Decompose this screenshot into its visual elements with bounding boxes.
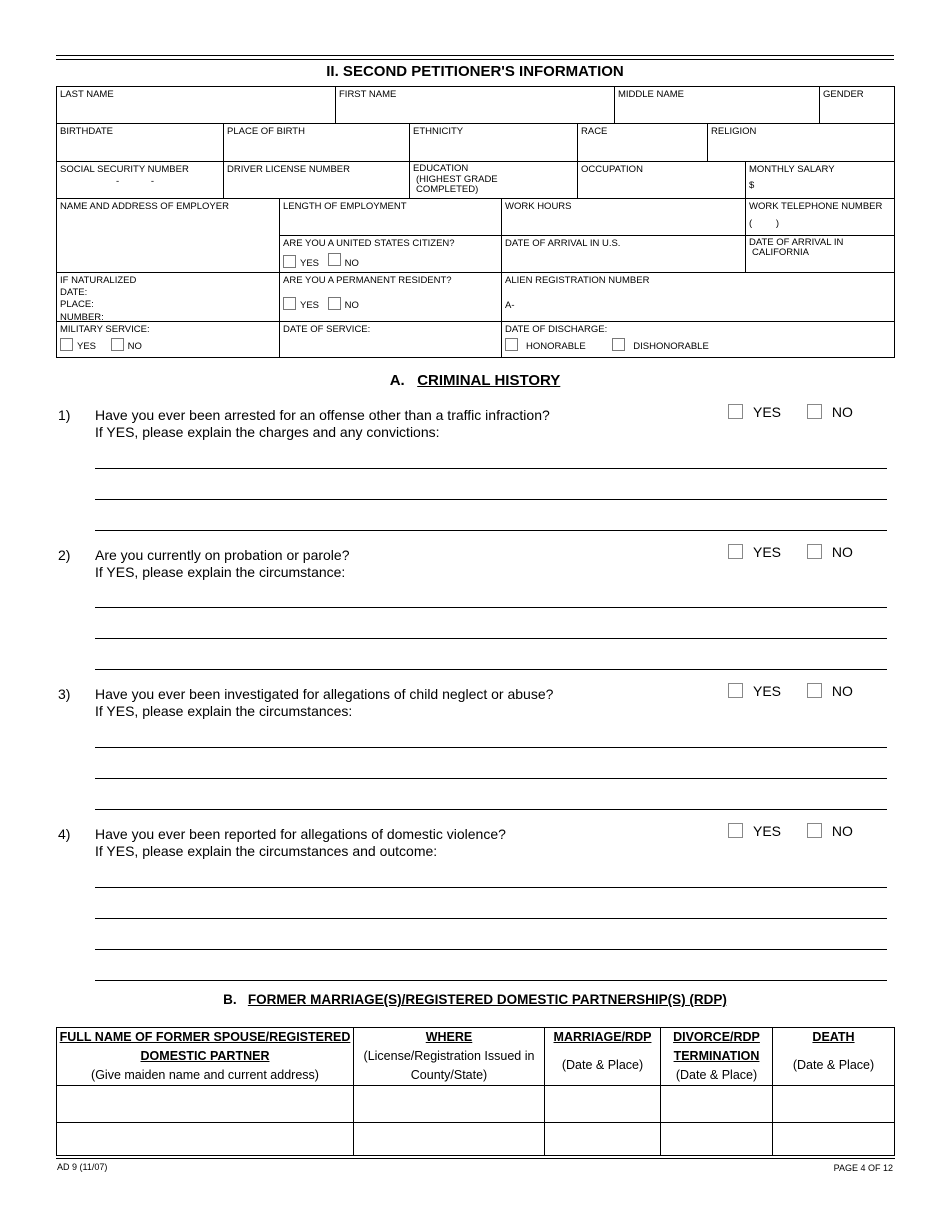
q2-answer-line-3[interactable] [95, 669, 887, 670]
row1-where-cell[interactable] [354, 1086, 545, 1123]
question-followup: If YES, please explain the circumstances and outcome: [95, 843, 438, 859]
us-citizen-no-checkbox[interactable] [328, 253, 341, 266]
q3-yes-label: YES [753, 683, 782, 699]
ssn-dashes: - - [116, 176, 154, 187]
date-arrival-us-field[interactable] [502, 236, 746, 273]
q4-answer-line-4[interactable] [95, 980, 887, 981]
permanent-resident-yes-checkbox[interactable] [283, 297, 296, 310]
row1-death-cell[interactable] [773, 1086, 894, 1123]
row1-divorce-cell[interactable] [661, 1086, 773, 1123]
religion-label: RELIGION [711, 126, 757, 137]
education-label-2: (HIGHEST GRADE [416, 173, 498, 185]
permanent-resident-field [280, 273, 502, 322]
q3-answer-line-3[interactable] [95, 809, 887, 810]
q1-yes-label: YES [753, 404, 782, 420]
gender-label: GENDER [823, 89, 864, 100]
date-of-discharge-field [502, 322, 895, 358]
military-no-checkbox[interactable] [111, 338, 124, 351]
driver-license-label: DRIVER LICENSE NUMBER [227, 164, 350, 175]
phone-paren: ( ) [749, 218, 780, 229]
row2-death-cell[interactable] [773, 1123, 894, 1155]
employer-field[interactable] [57, 199, 280, 273]
last-name-field[interactable] [57, 87, 336, 124]
naturalized-place-label: PLACE: [60, 299, 94, 311]
q4-answer-line-1[interactable] [95, 887, 887, 888]
q2-yes-checkbox[interactable] [728, 544, 743, 559]
dishonorable-checkbox[interactable] [612, 338, 625, 351]
naturalized-field[interactable] [57, 273, 280, 322]
q4-yes-label: YES [753, 823, 782, 839]
us-citizen-label: ARE YOU A UNITED STATES CITIZEN? [283, 238, 455, 249]
col-spouse-title-1: FULL NAME OF FORMER SPOUSE/REGISTERED [59, 1030, 351, 1044]
honorable-label: HONORABLE [526, 341, 586, 352]
col-header-where [354, 1028, 545, 1086]
birthdate-label: BIRTHDATE [60, 126, 113, 137]
race-field[interactable] [578, 124, 708, 162]
question-text: Have you ever been reported for allegations of domestic violence? [95, 826, 506, 842]
bottom-rule [56, 1158, 895, 1159]
question-text: Are you currently on probation or parole? [95, 547, 350, 563]
work-phone-field[interactable] [746, 199, 895, 236]
occupation-field[interactable] [578, 162, 746, 199]
q4-no-label: NO [831, 823, 853, 839]
dollar-sign: $ [749, 180, 755, 191]
date-of-service-field[interactable] [280, 322, 502, 358]
us-citizen-yes-checkbox[interactable] [283, 255, 296, 268]
col-divorce-title-1: DIVORCE/RDP [673, 1030, 760, 1044]
military-no-label: NO [127, 341, 142, 352]
question-number: 4) [58, 826, 71, 842]
date-of-discharge-label: DATE OF DISCHARGE: [505, 324, 608, 335]
permanent-resident-no-checkbox[interactable] [328, 297, 341, 310]
top-rule-double [56, 59, 894, 60]
q3-no-label: NO [831, 683, 853, 699]
col-spouse-note: (Give maiden name and current address) [91, 1068, 319, 1082]
q1-answer-line-1[interactable] [95, 468, 887, 469]
q2-no-label: NO [831, 544, 853, 560]
col-where-note-1: (License/Registration Issued in [363, 1049, 535, 1063]
military-yes-label: YES [77, 341, 97, 352]
row1-marriage-cell[interactable] [545, 1086, 661, 1123]
petitioner-info-grid [56, 86, 895, 358]
date-arrival-ca-label-2: CALIFORNIA [752, 247, 810, 258]
ethnicity-field[interactable] [410, 124, 578, 162]
page-number: PAGE 4 OF 12 [833, 1163, 893, 1173]
monthly-salary-field[interactable] [746, 162, 895, 199]
q1-yes-checkbox[interactable] [728, 404, 743, 419]
col-header-divorce [661, 1028, 773, 1086]
q1-answer-line-3[interactable] [95, 530, 887, 531]
col-spouse-title-2: DOMESTIC PARTNER [140, 1049, 270, 1063]
religion-field[interactable] [708, 124, 895, 162]
col-marriage-note: (Date & Place) [561, 1058, 644, 1072]
col-marriage-title: MARRIAGE/RDP [553, 1030, 652, 1044]
length-employment-label: LENGTH OF EMPLOYMENT [283, 201, 407, 212]
place-of-birth-label: PLACE OF BIRTH [227, 126, 305, 137]
q2-answer-line-1[interactable] [95, 607, 887, 608]
first-name-field[interactable] [336, 87, 615, 124]
row2-where-cell[interactable] [354, 1123, 545, 1155]
work-hours-field[interactable] [502, 199, 746, 236]
date-arrival-us-label: DATE OF ARRIVAL IN U.S. [505, 238, 621, 249]
birthdate-field[interactable] [57, 124, 224, 162]
q4-answer-line-2[interactable] [95, 918, 887, 919]
col-header-marriage [545, 1028, 661, 1086]
us-citizen-field [280, 236, 502, 273]
permanent-resident-label: ARE YOU A PERMANENT RESIDENT? [283, 275, 452, 286]
q1-answer-line-2[interactable] [95, 499, 887, 500]
q2-no-checkbox[interactable] [807, 544, 822, 559]
q2-yes-label: YES [753, 544, 782, 560]
permanent-resident-no-label: NO [344, 300, 359, 311]
first-name-label: FIRST NAME [339, 89, 397, 100]
military-service-field [57, 322, 280, 358]
work-phone-label: WORK TELEPHONE NUMBER [749, 201, 883, 212]
permanent-resident-yes-label: YES [300, 300, 320, 311]
ethnicity-label: ETHNICITY [413, 126, 464, 137]
military-yes-checkbox[interactable] [60, 338, 73, 351]
criminal-history-title: CRIMINAL HISTORY [417, 372, 561, 389]
col-header-death [773, 1028, 894, 1086]
col-divorce-title-2: TERMINATION [673, 1049, 760, 1063]
question-followup: If YES, please explain the circumstances: [95, 703, 353, 719]
length-employment-field[interactable] [280, 199, 502, 236]
place-of-birth-field[interactable] [224, 124, 410, 162]
question-followup: If YES, please explain the charges and any convictions: [95, 424, 440, 440]
employer-label: NAME AND ADDRESS OF EMPLOYER [60, 201, 229, 212]
education-field[interactable] [410, 162, 578, 199]
honorable-checkbox[interactable] [505, 338, 518, 351]
col-where-title: WHERE [425, 1030, 473, 1044]
criminal-history-heading [56, 372, 894, 389]
q1-no-label: NO [831, 404, 853, 420]
ssn-label: SOCIAL SECURITY NUMBER [60, 164, 189, 175]
col-header-spouse [57, 1028, 354, 1086]
row2-marriage-cell[interactable] [545, 1123, 661, 1155]
question-text: Have you ever been investigated for allegations of child neglect or abuse? [95, 686, 554, 702]
alien-registration-field[interactable] [502, 273, 895, 322]
us-citizen-no-label: NO [344, 258, 359, 269]
former-marriages-table [56, 1027, 895, 1156]
row2-spouse-cell[interactable] [57, 1123, 354, 1155]
form-id: AD 9 (11/07) [57, 1162, 108, 1172]
date-arrival-ca-label: DATE OF ARRIVAL IN [749, 237, 844, 248]
q3-no-checkbox[interactable] [807, 683, 822, 698]
row2-divorce-cell[interactable] [661, 1123, 773, 1155]
question-number: 2) [58, 547, 71, 563]
col-divorce-note: (Date & Place) [675, 1068, 758, 1082]
q4-no-checkbox[interactable] [807, 823, 822, 838]
dishonorable-label: DISHONORABLE [633, 341, 709, 352]
former-marriages-prefix: B. [223, 992, 237, 1007]
col-where-note-2: County/State) [410, 1068, 488, 1082]
q4-answer-line-3[interactable] [95, 949, 887, 950]
gender-field[interactable] [820, 87, 895, 124]
criminal-history-prefix: A. [389, 372, 405, 389]
col-death-title: DEATH [812, 1030, 855, 1044]
question-text: Have you ever been arrested for an offense other than a traffic infraction? [95, 407, 550, 423]
q3-yes-checkbox[interactable] [728, 683, 743, 698]
col-death-note: (Date & Place) [792, 1058, 875, 1072]
middle-name-field[interactable] [615, 87, 820, 124]
q2-answer-line-2[interactable] [95, 638, 887, 639]
date-arrival-ca-field[interactable] [746, 236, 895, 273]
section-title: II. SECOND PETITIONER'S INFORMATION [326, 63, 624, 80]
middle-name-label: MIDDLE NAME [618, 89, 684, 100]
naturalized-date-label: DATE: [60, 287, 88, 299]
q4-yes-checkbox[interactable] [728, 823, 743, 838]
occupation-label: OCCUPATION [581, 164, 643, 175]
naturalized-label: IF NATURALIZED [60, 275, 137, 286]
military-service-label: MILITARY SERVICE: [60, 324, 150, 335]
former-marriages-heading [56, 992, 894, 1007]
work-hours-label: WORK HOURS [505, 201, 572, 212]
q1-no-checkbox[interactable] [807, 404, 822, 419]
top-rule [56, 55, 894, 56]
education-label: EDUCATION [413, 163, 469, 174]
question-number: 3) [58, 686, 71, 702]
naturalized-number-label: NUMBER: [60, 311, 104, 322]
driver-license-field[interactable] [224, 162, 410, 199]
education-label-3: COMPLETED) [416, 184, 479, 195]
row1-spouse-cell[interactable] [57, 1086, 354, 1123]
q3-answer-line-2[interactable] [95, 778, 887, 779]
alien-prefix: A- [505, 300, 515, 311]
former-marriages-title: FORMER MARRIAGE(S)/REGISTERED DOMESTIC PARTNERSHIP(S) (RDP) [247, 992, 727, 1007]
alien-registration-label: ALIEN REGISTRATION NUMBER [505, 275, 650, 286]
last-name-label: LAST NAME [60, 89, 114, 100]
ssn-field[interactable] [57, 162, 224, 199]
race-label: RACE [581, 126, 608, 137]
question-number: 1) [58, 407, 71, 423]
us-citizen-yes-label: YES [300, 258, 320, 269]
question-followup: If YES, please explain the circumstance: [95, 564, 346, 580]
q3-answer-line-1[interactable] [95, 747, 887, 748]
date-of-service-label: DATE OF SERVICE: [283, 324, 371, 335]
monthly-salary-label: MONTHLY SALARY [749, 164, 835, 175]
